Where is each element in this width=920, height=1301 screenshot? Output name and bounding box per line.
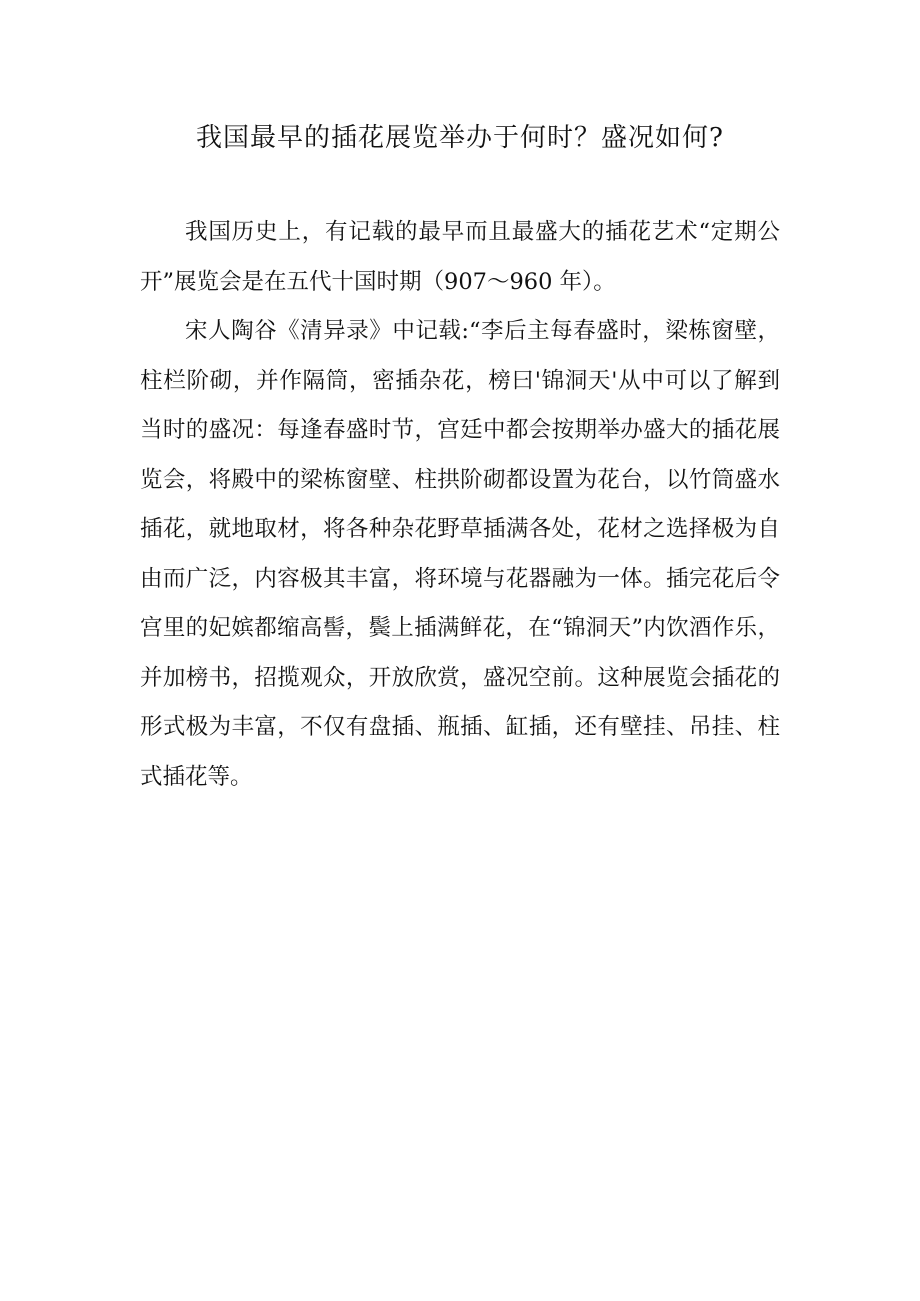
document-body — [140, 208, 780, 802]
document-title: 我国最早的插花展览举办于何时？盛况如何? — [196, 123, 724, 153]
paragraph-record: 宋人陶谷《清异录》中记载:“李后主每春盛时，梁栋窗壁，柱栏阶砌，并作隔筒，密插杂花，榜曰'锦洞天'从中可以了解到当时的盛况：每逢春盛时节，宫廷中都会按期举办盛大的插花展览会，将殿中的梁栋窗壁、柱拱阶砌都设置为花台，以竹筒盛水插花，就地取材，将各种杂花野草插满各处，花材之选择极为自由而广泛，内容极其丰富，将环境与花器融为一体。插完花后令宫里的妃嫔都缩高髻，鬓上插满鲜花，在“锦洞天”内饮酒作乐，并加榜书，招揽观众，开放欣赏，盛况空前。这种展览会插花的形式极为丰富，不仅有盘插、瓶插、缸插，还有壁挂、吊挂、柱式插花等。 — [140, 318, 780, 790]
paragraph-intro: 我国历史上，有记载的最早而且最盛大的插花艺术“定期公开”展览会是在五代十国时期（907～960 年）。 — [140, 219, 780, 295]
